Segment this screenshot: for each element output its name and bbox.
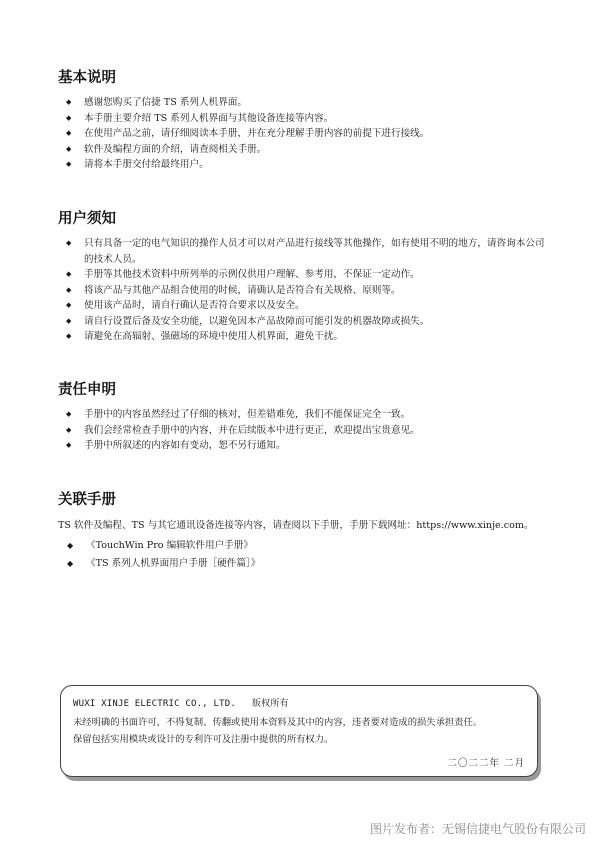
diamond-bullet-icon: ◆ [67, 559, 74, 568]
list-item: ◆ 手册中所叙述的内容如有变动，恕不另行通知。 [58, 438, 548, 454]
diamond-bullet-icon: ◆ [66, 144, 72, 153]
publish-date: 二〇二二年 二月 [447, 758, 525, 769]
list-item: ◆ 手册等其他技术资料中所列举的示例仅供用户理解、参考用，不保证一定动作。 [58, 267, 548, 283]
list-item: ◆ 我们会经常检查手册中的内容，并在后续版本中进行更正，欢迎提出宝贵意见。 [58, 423, 548, 439]
list-item: ◆ 软件及编程方面的介绍，请查阅相关手册。 [58, 142, 548, 158]
diamond-bullet-icon: ◆ [66, 425, 72, 434]
list-item: ◆ 本手册主要介绍 TS 系列人机界面与其他设备连接等内容。 [58, 111, 548, 127]
list-item: ◆ 请将本手册交付给最终用户。 [58, 157, 548, 173]
diamond-bullet-icon: ◆ [67, 541, 74, 550]
diamond-bullet-icon: ◆ [66, 285, 72, 294]
section-disclaimer [58, 378, 548, 454]
section-related-manuals [58, 488, 558, 573]
diamond-bullet-icon: ◆ [66, 129, 72, 137]
copyright-header [73, 697, 525, 711]
diamond-bullet-icon: ◆ [66, 160, 72, 168]
copyright-box [60, 685, 538, 777]
copyright-line-1: 未经明确的书面许可，不得复制、传翻或使用本资料及其中的内容，违者要对造成的损失承担责任。 [73, 717, 483, 728]
related-intro: TS 软件及编程、TS 与其它通讯设备连接等内容，请查阅以下手册，手册下载网址：https://www.xinje.com。 [58, 520, 534, 531]
list-item: ◆ 在使用产品之前，请仔细阅读本手册，并在充分理解手册内容的前提下进行接线。 [58, 126, 548, 142]
diamond-bullet-icon: ◆ [66, 301, 72, 309]
manual-list [58, 537, 558, 573]
diamond-bullet-icon: ◆ [66, 316, 72, 325]
list-item: ◆ 请自行设置后备及安全功能，以避免因本产品故障而可能引发的机器故障或损失。 [58, 314, 548, 330]
section-basic-info [58, 66, 548, 173]
diamond-bullet-icon: ◆ [66, 332, 72, 340]
manual-item: ◆ 《TouchWin Pro 编辑软件用户手册》 [58, 537, 558, 555]
list-item: ◆ 请避免在高辐射、强磁场的环境中使用人机界面，避免干扰。 [58, 329, 548, 345]
diamond-bullet-icon: ◆ [66, 239, 72, 247]
section-user-notice [58, 207, 548, 345]
list-item: ◆ 感谢您购买了信捷 TS 系列人机界面。 [58, 95, 548, 111]
bullet-list [58, 95, 548, 173]
diamond-bullet-icon: ◆ [66, 410, 72, 418]
section-title: 关联手册 [58, 492, 116, 508]
diamond-bullet-icon: ◆ [66, 441, 72, 449]
copyright-line-2: 保留包括实用模块或设计的专利许可及注册中提供的所有权力。 [73, 734, 334, 745]
publisher-watermark: 图片发布者：无锡信捷电气股份有限公司 [369, 822, 586, 836]
bullet-list [58, 236, 548, 345]
list-item: ◆ 只有具备一定的电气知识的操作人员才可以对产品进行接线等其他操作，如有使用不明的地方，请咨询本公司的技术人员。 [66, 238, 545, 265]
company-name: WUXI XINJE ELECTRIC CO., LTD. [73, 699, 236, 709]
rights-reserved: 版权所有 [251, 699, 289, 709]
list-item: ◆ 手册中的内容虽然经过了仔细的核对，但差错难免，我们不能保证完全一致。 [58, 407, 548, 423]
section-title: 责任申明 [58, 382, 116, 398]
manual-item: ◆ 《TS 系列人机界面用户手册［硬件篇］》 [58, 555, 558, 573]
list-item: ◆ 将该产品与其他产品组合使用的时候，请确认是否符合有关规格、原则等。 [58, 283, 548, 299]
bullet-list [58, 407, 548, 454]
section-title: 基本说明 [58, 70, 116, 86]
section-title: 用户须知 [58, 211, 116, 227]
diamond-bullet-icon: ◆ [66, 98, 72, 106]
diamond-bullet-icon: ◆ [66, 113, 72, 122]
list-item: ◆ 使用该产品时，请自行确认是否符合要求以及安全。 [58, 298, 548, 314]
diamond-bullet-icon: ◆ [66, 270, 72, 278]
